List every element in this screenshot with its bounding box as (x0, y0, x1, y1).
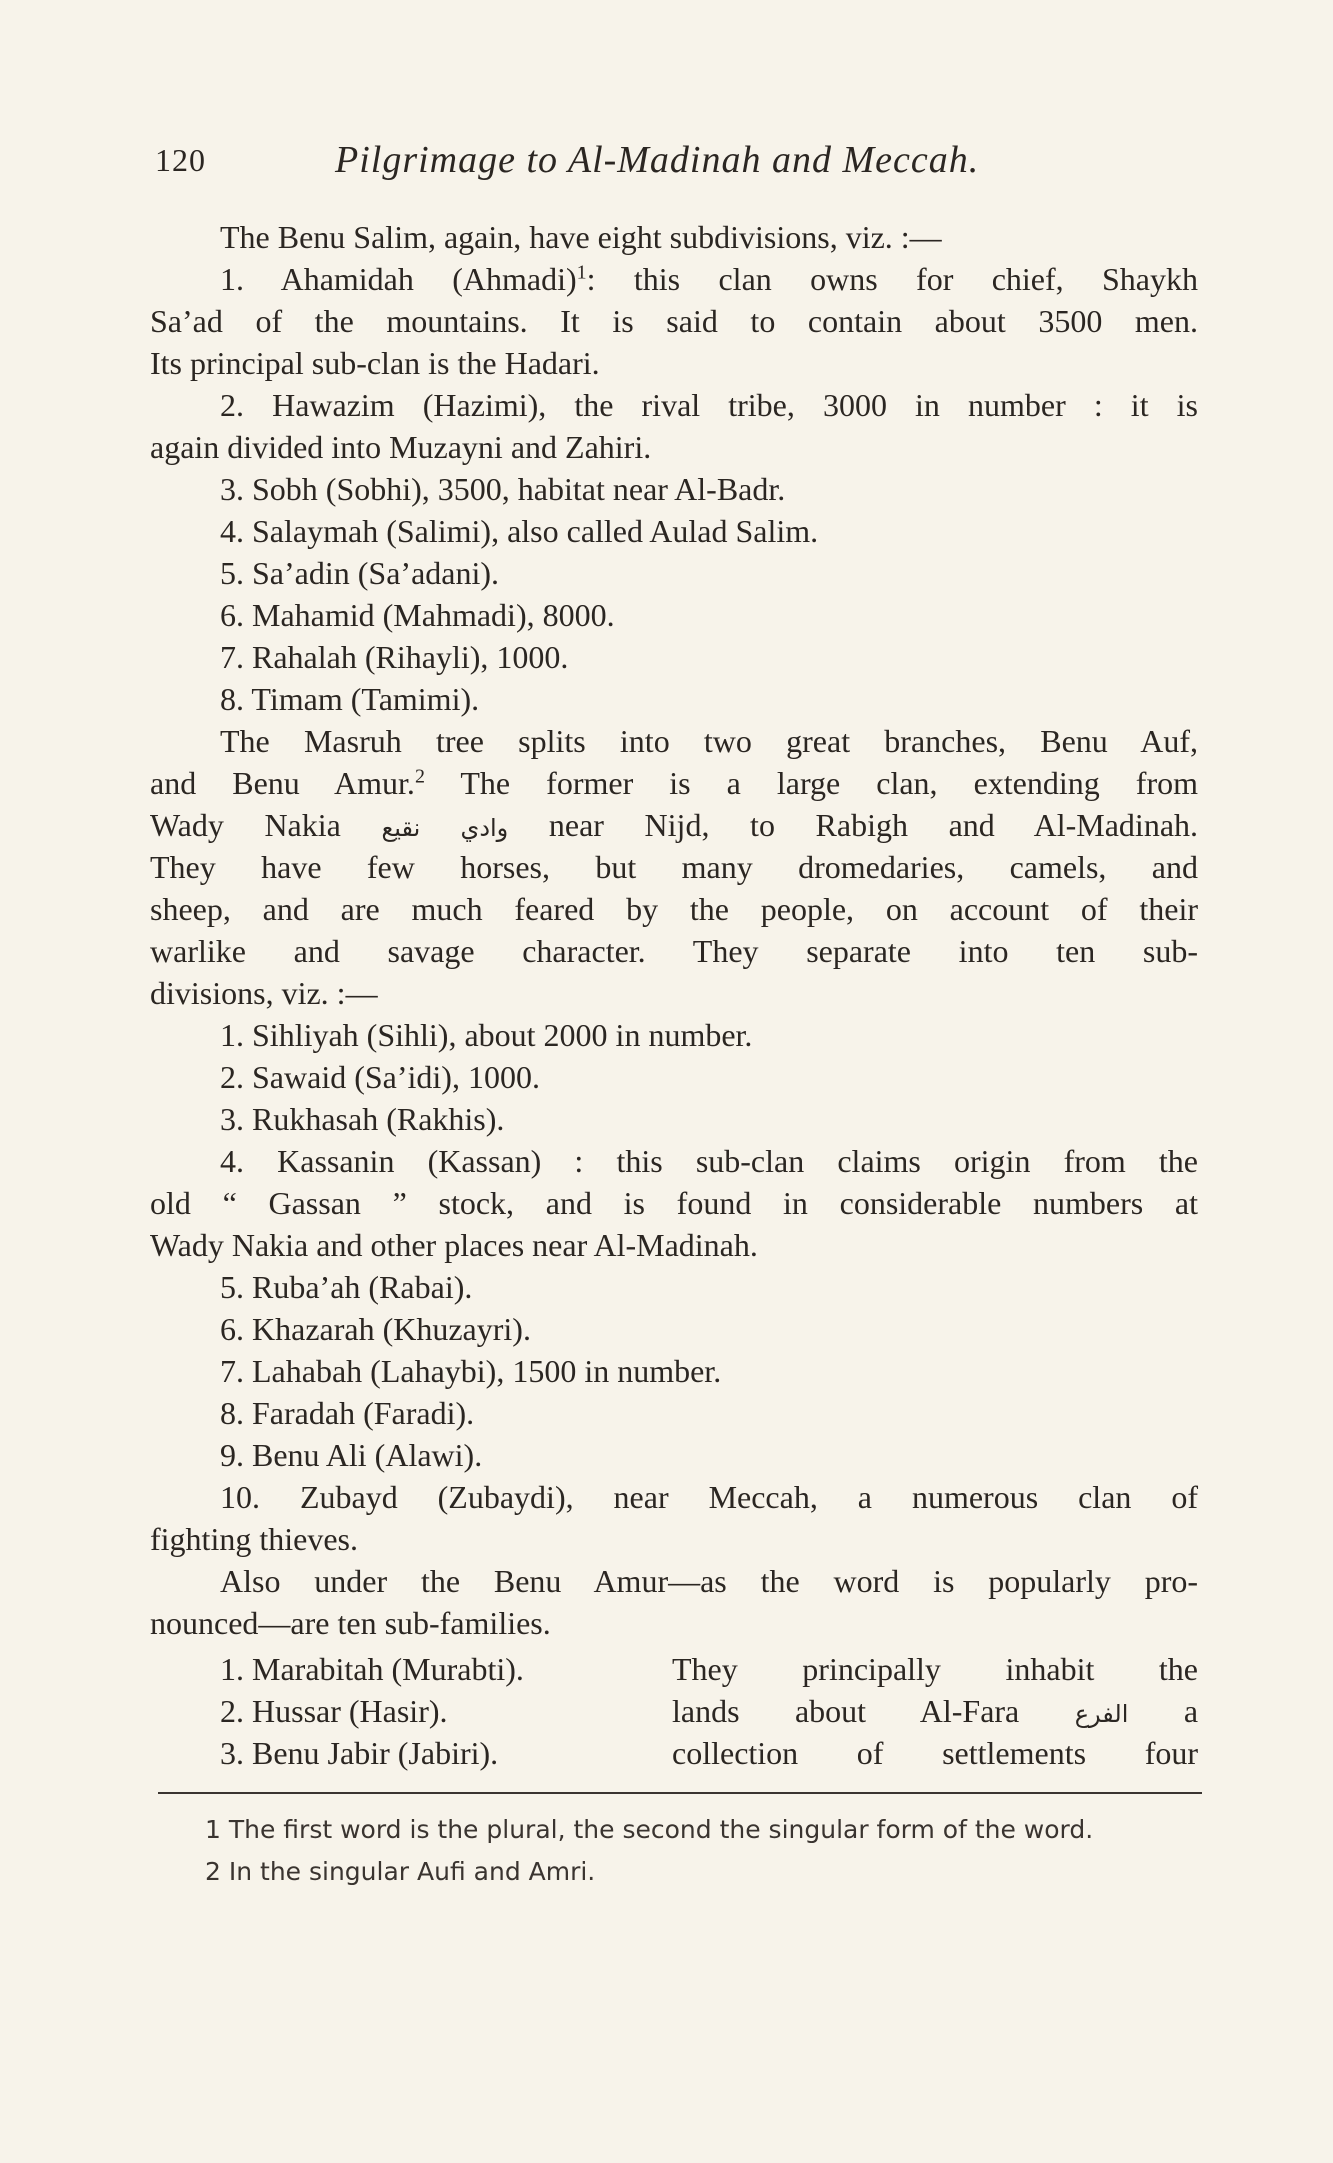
page-number: 120 (155, 142, 206, 178)
text-line: The Benu Salim, again, have eight subdivisions, viz. :— (220, 219, 942, 255)
text-line: lands about Al-Fara الفرع a (672, 1693, 1199, 1729)
text-line: 10. Zubayd (Zubaydi), near Meccah, a numerous clan of (220, 1479, 1198, 1515)
list-item: 1. Marabitah (Murabti). (220, 1651, 524, 1687)
text-line: 6. Mahamid (Mahmadi), 8000. (220, 597, 615, 633)
footnote-ref: 2 (414, 765, 425, 788)
text-line: old “ Gassan ” stock, and is found in considerable numbers at (150, 1185, 1198, 1221)
text-line: divisions, viz. :— (150, 975, 378, 1011)
text-line: 8. Timam (Tamimi). (220, 681, 480, 717)
text-line: 6. Khazarah (Khuzayri). (220, 1311, 531, 1347)
text-line: Wady Nakia وادي نقيع near Nijd, to Rabigh and Al-Madinah. (150, 807, 1199, 843)
arabic-text: الفرع (1074, 1700, 1129, 1728)
arabic-text: وادي نقيع (381, 814, 509, 842)
text-line: warlike and savage character. They separate into ten sub- (150, 933, 1198, 969)
text-line: 1. Ahamidah (Ahmadi)$^1$: this clan owns for chief, Shaykh (220, 261, 1198, 297)
text-line: They have few horses, but many dromedaries, camels, and (150, 849, 1198, 885)
text-line: 4. Salaymah (Salimi), also called Aulad Salim. (220, 513, 819, 549)
running-title: Pilgrimage to Al-Madinah and Meccah. (335, 139, 980, 181)
text-line: fighting thieves. (150, 1521, 358, 1557)
text-line: nounced—are ten sub-families. (150, 1605, 551, 1641)
list-item: 2. Hussar (Hasir). (220, 1693, 448, 1729)
footnote: 1 The first word is the plural, the second the singular form of the word. (205, 1815, 1094, 1844)
text-line: 7. Rahalah (Rihayli), 1000. (220, 639, 569, 675)
text-line: The Masruh tree splits into two great branches, Benu Auf, (220, 723, 1198, 759)
text-line: 5. Sa’adin (Sa’adani). (220, 555, 500, 591)
text-line: Also under the Benu Amur—as the word is popularly pro- (220, 1563, 1198, 1599)
text-line: Sa’ad of the mountains. It is said to contain about 3500 men. (150, 303, 1198, 339)
text-line: collection of settlements four (672, 1735, 1198, 1771)
text-line: 2. Hawazim (Hazimi), the rival tribe, 3000 in number : it is (220, 387, 1198, 423)
text-line: 5. Ruba’ah (Rabai). (220, 1269, 473, 1305)
text-line: and Benu Amur.$^2$ The former is a large clan, extending from (150, 765, 1199, 801)
text-line: Its principal sub-clan is the Hadari. (150, 345, 600, 381)
text-line: 4. Kassanin (Kassan) : this sub-clan claims origin from the (220, 1143, 1198, 1179)
text-line: They principally inhabit the (672, 1651, 1198, 1687)
text-line: 3. Rukhasah (Rakhis). (220, 1101, 505, 1137)
text-line: 3. Sobh (Sobhi), 3500, habitat near Al-Badr. (220, 471, 786, 507)
text-line: 1. Sihliyah (Sihli), about 2000 in number. (220, 1017, 753, 1053)
text-line: again divided into Muzayni and Zahiri. (150, 429, 652, 465)
text-line: 8. Faradah (Faradi). (220, 1395, 475, 1431)
footnote-divider (158, 1792, 1202, 1794)
text-line: Wady Nakia and other places near Al-Madinah. (150, 1227, 758, 1263)
footnote-ref: 1 (576, 261, 587, 284)
text-line: 2. Sawaid (Sa’idi), 1000. (220, 1059, 540, 1095)
text-line: 7. Lahabah (Lahaybi), 1500 in number. (220, 1353, 722, 1389)
footnote: 2 In the singular Aufi and Amri. (205, 1857, 596, 1886)
text-line: sheep, and are much feared by the people, on account of their (150, 891, 1198, 927)
list-item: 3. Benu Jabir (Jabiri). (220, 1735, 499, 1771)
text-line: 9. Benu Ali (Alawi). (220, 1437, 483, 1473)
